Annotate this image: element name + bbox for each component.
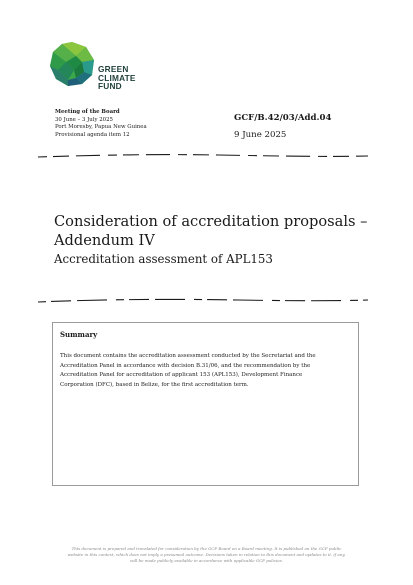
meeting-title: Meeting of the Board [55, 109, 120, 115]
summary-line-2: Accreditation Panel in accordance with decision B.31/06, and the recommendation by the [60, 362, 311, 369]
wave-divider-bottom [38, 298, 368, 304]
summary-heading: Summary [60, 330, 98, 339]
logo-wordmark [98, 65, 136, 91]
document-id: GCF/B.42/03/Add.04 [234, 113, 332, 123]
document-date: 9 June 2025 [234, 130, 287, 140]
footer-disclaimer [50, 546, 363, 564]
wave-divider-top [38, 153, 368, 159]
document-title-line-1: Consideration of accreditation proposals – [54, 213, 368, 230]
logo-line-1: GREEN [98, 64, 129, 74]
summary-line-3: Accreditation Panel for accreditation of applicant 153 (APL153), Development Finance [60, 372, 303, 379]
logo-line-3: FUND [98, 81, 122, 92]
document-info [234, 110, 332, 144]
meeting-location: Port Moresby, Papua New Guinea [55, 124, 147, 130]
summary-line-4: Corporation (DFC), based in Belize, for the first accreditation term. [60, 381, 249, 388]
footer-line-1: This document is prepared and translated for consideration by the GCF Board on a Board meeting. It is published on the GCF public [71, 546, 342, 551]
summary-text [60, 352, 351, 390]
title-block [54, 212, 374, 267]
footer-line-3: will be made publicly available in accordance with applicable GCF policies. [130, 558, 283, 563]
document-subtitle: Accreditation assessment of APL153 [54, 252, 273, 266]
document-title-line-2: Addendum IV [54, 232, 155, 249]
meeting-agenda: Provisional agenda item 12 [55, 131, 130, 138]
meeting-dates: 30 June – 3 July 2025 [55, 116, 113, 123]
logo-line-2: CLIMATE [98, 72, 136, 83]
footer-line-2: website in this context, which does not imply a presumed outcome. Decisions taken in relation to this document and updates to it, if any, [67, 552, 346, 557]
meeting-info [55, 109, 147, 139]
summary-box [52, 322, 359, 486]
gcf-logo [48, 40, 148, 100]
gcf-globe-icon [48, 40, 96, 88]
summary-line-1: This document contains the accreditation assessment conducted by the Secretariat and the [60, 353, 316, 359]
